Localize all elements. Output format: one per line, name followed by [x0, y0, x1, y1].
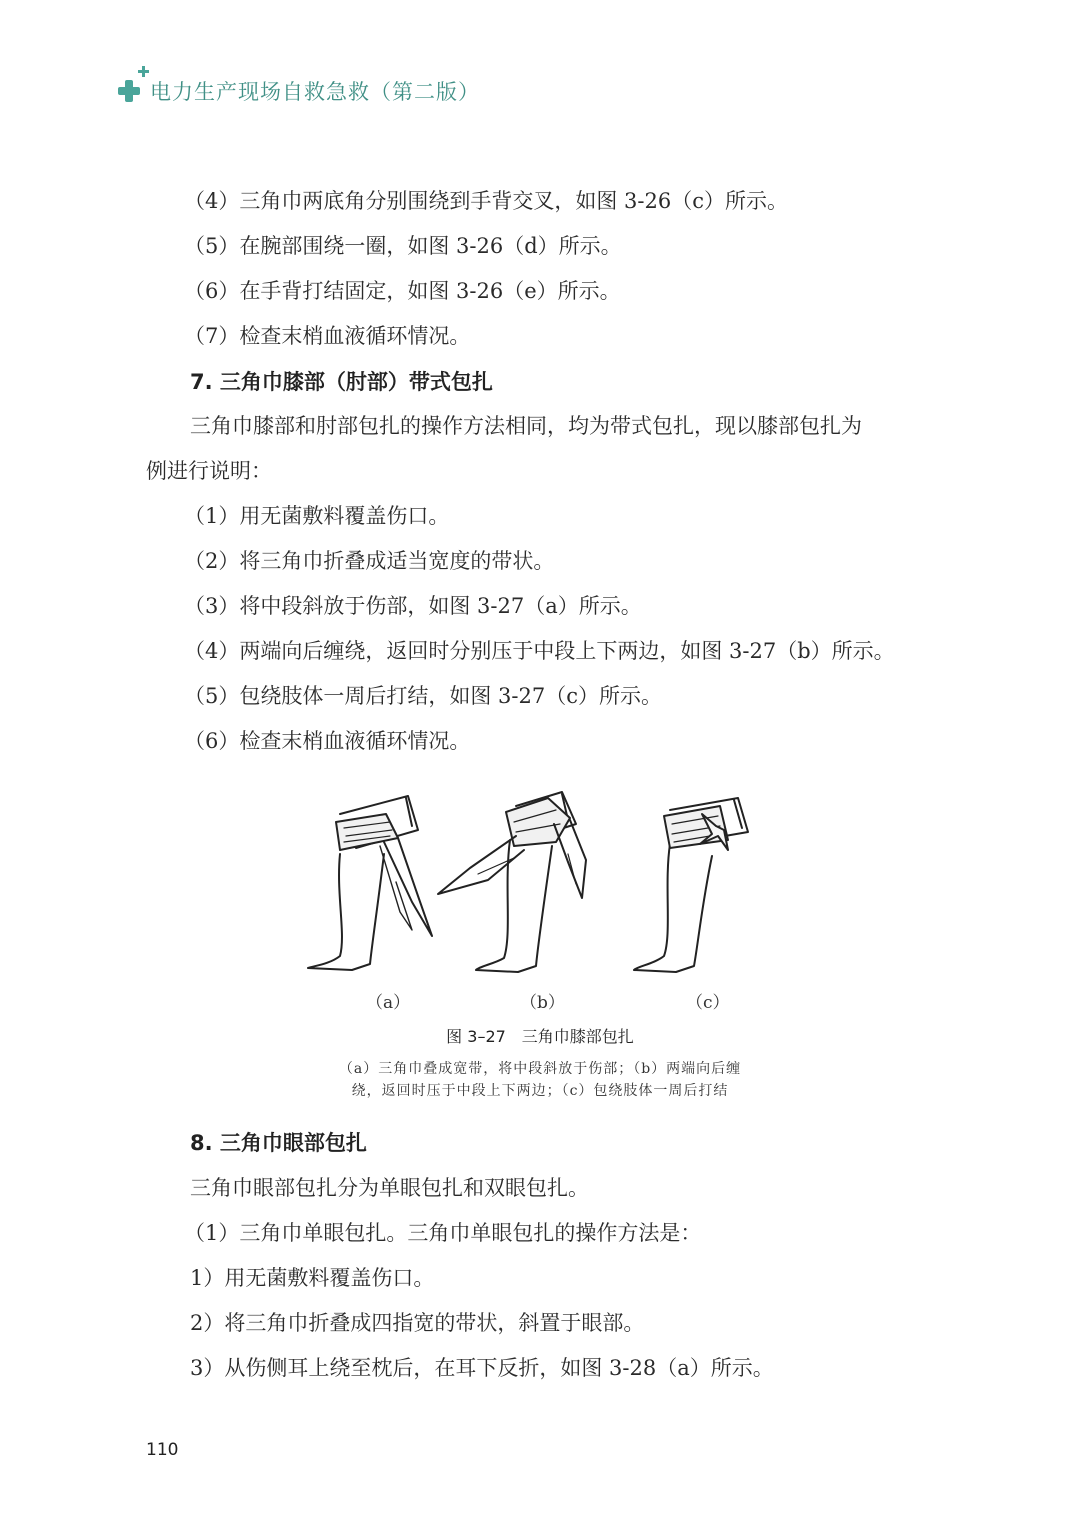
medical-cross-icon: [118, 66, 146, 110]
list-item: （5）在腕部围绕一圈，如图 3-26（d）所示。: [184, 234, 622, 258]
figure-3-27: [300, 784, 770, 984]
figure-caption: 图 3–27 三角巾膝部包扎: [446, 1027, 634, 1046]
list-item: 2）将三角巾折叠成四指宽的带状，斜置于眼部。: [190, 1311, 645, 1335]
list-item: （2）将三角巾折叠成适当宽度的带状。: [184, 549, 555, 573]
list-item: 1）用无菌敷料覆盖伤口。: [190, 1266, 435, 1290]
figure-label-c: （c）: [686, 993, 730, 1013]
running-header: [118, 66, 480, 110]
figure-note-line: （a）三角巾叠成宽带，将中段斜放于伤部；（b）两端向后缠: [338, 1061, 742, 1077]
figure-label-a: （a）: [366, 993, 411, 1013]
list-item: （1）三角巾单眼包扎。三角巾单眼包扎的操作方法是：: [184, 1221, 702, 1245]
paragraph-line: 例进行说明：: [146, 459, 272, 483]
list-item: （6）检查末梢血液循环情况。: [184, 729, 471, 753]
list-item: （3）将中段斜放于伤部，如图 3-27（a）所示。: [184, 594, 642, 618]
list-item: （7）检查末梢血液循环情况。: [184, 324, 471, 348]
list-item: （1）用无菌敷料覆盖伤口。: [184, 504, 450, 528]
figure-label-b: （b）: [520, 993, 565, 1013]
paragraph-line: 三角巾眼部包扎分为单眼包扎和双眼包扎。: [190, 1176, 589, 1200]
knee-illustration-a: [308, 796, 432, 970]
list-item: （5）包绕肢体一周后打结，如图 3-27（c）所示。: [184, 684, 662, 708]
list-item: （6）在手背打结固定，如图 3-26（e）所示。: [184, 279, 621, 303]
knee-illustration-b: [438, 792, 586, 972]
list-item: （4）两端向后缠绕，返回时分别压于中段上下两边，如图 3-27（b）所示。: [184, 639, 895, 663]
section-heading-8: 8. 三角巾眼部包扎: [190, 1131, 367, 1155]
list-item: （4）三角巾两底角分别围绕到手背交叉，如图 3-26（c）所示。: [184, 189, 788, 213]
knee-illustration-c: [634, 798, 748, 972]
book-title: 电力生产现场自救急救（第二版）: [150, 80, 480, 104]
list-item: 3）从伤侧耳上绕至枕后，在耳下反折，如图 3-28（a）所示。: [190, 1356, 774, 1380]
figure-note-line: 绕，返回时压于中段上下两边；（c）包绕肢体一周后打结: [351, 1083, 729, 1099]
section-heading-7: 7. 三角巾膝部（肘部）带式包扎: [190, 370, 493, 394]
paragraph-line: 三角巾膝部和肘部包扎的操作方法相同，均为带式包扎，现以膝部包扎为: [190, 414, 862, 438]
page-number: 110: [146, 1440, 179, 1460]
